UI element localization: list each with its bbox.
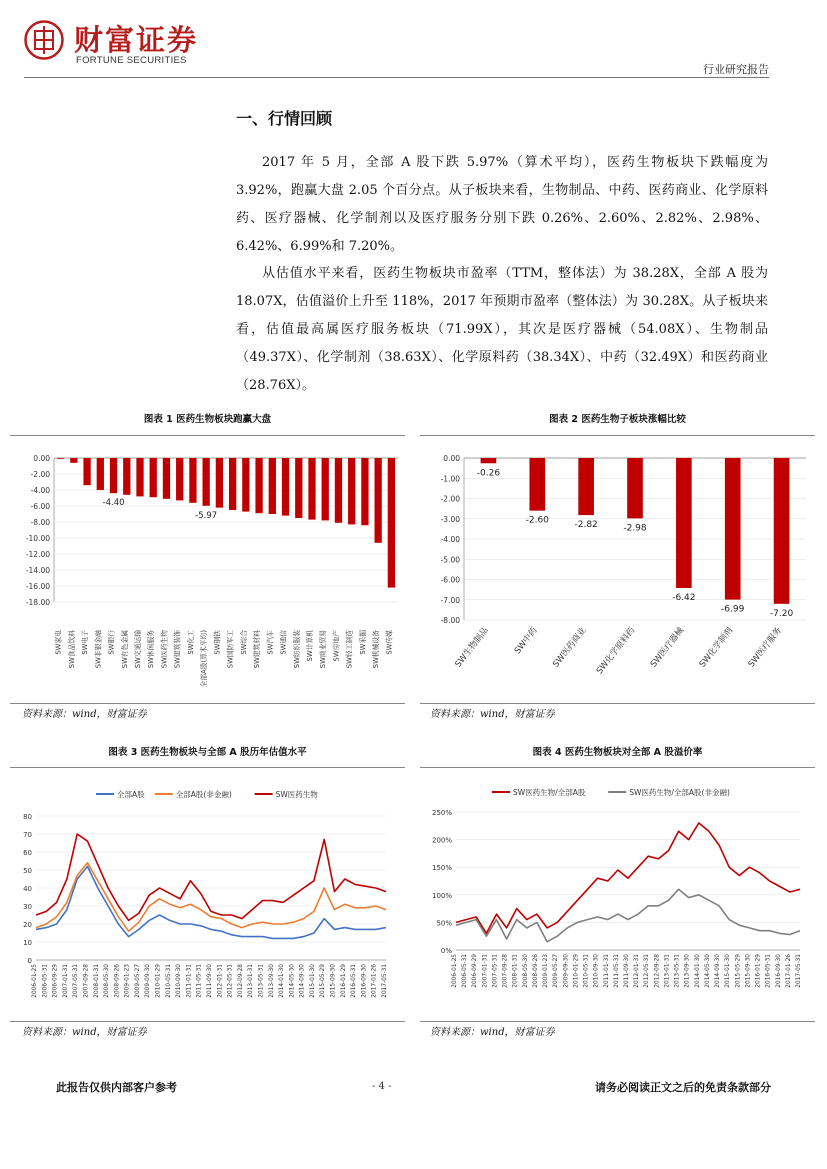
y-tick-label: 150% [431,864,452,873]
figure-4-source: 资料来源：wind，财富证券 [430,1027,555,1038]
x-category-label: SW建筑材料 [253,630,262,669]
x-category-label: SW非银金融 [94,630,103,669]
x-tick-label: 2014-09-30 [715,954,722,988]
x-tick-label: 2013-01-31 [248,964,255,998]
bar [269,458,276,514]
x-tick-label: 2010-09-30 [176,964,183,998]
x-tick-label: 2006-09-29 [472,954,479,988]
y-tick-label: 0.00 [443,454,460,463]
figure-1-top-rule [10,435,405,436]
x-category-label: SW医药商业 [551,625,589,670]
series-line [456,889,800,941]
legend-label: SW医药生物 [275,790,318,799]
x-category-label: SW综合 [239,630,248,655]
legend-label: 全部A股(非金融) [175,790,232,799]
legend-label: SW医药生物/全部A股(非金融) [629,788,730,797]
bar [627,458,643,518]
x-tick-label: 2008-05-30 [522,954,529,988]
x-tick-label: 2011-01-31 [186,964,193,998]
y-tick-label: -5.00 [440,555,460,565]
figure-2-chart [420,438,815,700]
x-tick-label: 2012-05-31 [644,954,651,988]
x-tick-label: 2009-05-27 [134,964,141,998]
bar [97,458,104,490]
x-tick-label: 2012-01-31 [634,954,641,988]
figure-1-bottom-rule [10,703,405,704]
y-tick-label: 0% [440,947,452,955]
data-label: -2.82 [574,520,598,531]
bar [255,458,262,513]
y-tick-label: -8.00 [30,518,50,527]
x-tick-label: 2016-01-29 [340,964,347,998]
bar [176,458,183,500]
data-label: -7.20 [769,608,794,619]
x-tick-label: 2017-05-31 [382,964,388,998]
bar [70,458,77,463]
x-category-label: SW房地产 [332,630,341,662]
brand-name-en: FORTUNE SECURITIES [76,55,187,66]
figure-2-title: 图表 2 医药生物子板块涨幅比较 [549,414,686,425]
x-tick-label: 2012-05-31 [227,964,234,998]
x-category-label: SW商业贸易 [319,630,328,669]
y-tick-label: 20 [23,921,32,929]
figure-1-title: 图表 1 医药生物板块跑赢大盘 [143,414,272,425]
x-tick-label: 2007-05-31 [492,954,499,988]
bar [242,458,249,512]
x-tick-label: 2007-01-31 [62,964,69,998]
bar [361,458,368,525]
x-category-label: SW医疗服务 [746,625,784,670]
x-category-label: SW纺织服装 [292,630,301,669]
x-tick-label: 2015-01-30 [309,964,316,998]
bar [774,458,790,604]
bar [335,458,342,523]
x-tick-label: 2016-01-29 [755,954,762,988]
x-tick-label: 2010-05-31 [165,964,172,998]
x-tick-label: 2015-01-30 [725,954,732,988]
x-category-label: SW国防军工 [226,630,235,669]
y-tick-label: -14.00 [25,566,50,575]
paragraph-market-review: 2017 年 5 月，全部 A 股下跌 5.97%（算术平均），医药生物板块下跌幅度为 3.92%，跑赢大盘 2.05 个百分点。从子板块来看，生物制品、中药、医药商业、化学原料药、医疗器械、化学制剂以及医疗服务分别下跌 0.26%、2.60%、2.82%、2.98%、6.42%、6.99%和 7.20%。 [236,155,768,254]
bar [83,458,90,485]
bar [308,458,315,520]
x-tick-label: 2014-05-30 [704,954,711,988]
x-tick-label: 2010-01-29 [573,954,580,988]
x-tick-label: 2008-05-30 [104,964,111,998]
x-tick-label: 2009-05-27 [553,954,560,988]
report-type: 行业研究报告 [703,63,769,76]
y-tick-label: -18.00 [25,598,50,607]
figure-4-top-rule [420,767,815,768]
data-label: -4.40 [102,498,125,509]
y-tick-label: -7.00 [440,595,460,605]
bar [216,458,223,508]
figure-4-title: 图表 4 医药生物板块对全部 A 股溢价率 [532,747,703,758]
x-tick-label: 2012-01-31 [217,964,224,998]
y-tick-label: -2.00 [30,470,50,479]
y-tick-label: -8.00 [440,616,460,625]
x-category-label: SW传媒 [385,630,394,655]
bar [388,458,395,588]
x-category-label: SW电子 [81,630,90,655]
data-label: -6.42 [672,593,696,604]
figure-1-chart [10,438,405,700]
x-category-label: SW化学制剂 [697,625,736,670]
x-category-label: SW有色金属 [120,630,129,669]
footer-disclaimer-right: 请务必阅读正文之后的免责条款部分 [595,1081,771,1094]
figure-3-chart [10,770,405,1018]
data-label: -6.99 [721,604,745,615]
y-tick-label: -3.00 [440,514,460,524]
x-tick-label: 2010-01-29 [155,964,162,998]
y-tick-label: 250% [431,809,452,817]
x-category-label: SW汽车 [266,630,275,655]
x-tick-label: 2006-01-25 [32,964,38,998]
y-tick-label: 10 [23,939,32,947]
data-label: -2.60 [525,515,549,526]
bar [348,458,355,524]
x-category-label: SW交通运输 [134,630,142,669]
x-tick-label: 2011-05-31 [613,954,620,988]
x-category-label: SW机械设备 [372,630,381,669]
x-tick-label: 2012-09-28 [654,954,661,988]
x-tick-label: 2006-01-25 [452,954,458,988]
bar [375,458,382,543]
data-label: -2.98 [623,523,647,534]
x-tick-label: 2014-01-30 [694,954,701,988]
bar [725,458,741,600]
x-tick-label: 2015-05-29 [320,964,327,998]
bar [322,458,329,520]
y-tick-label: -10.00 [25,534,50,543]
bar [123,458,130,495]
x-category-label: SW通信 [279,630,288,655]
x-category-label: SW生物制品 [453,625,491,670]
bar [481,458,497,463]
x-tick-label: 2011-09-30 [624,954,630,988]
x-tick-label: 2013-09-30 [684,954,691,988]
figure-3-source: 资料来源：wind，财富证券 [22,1027,147,1038]
y-tick-label: 200% [431,836,452,845]
y-tick-label: -2.00 [440,494,460,504]
figure-3-top-rule [10,767,405,768]
bar [110,458,117,493]
x-tick-label: 2007-01-31 [482,954,489,988]
figure-3-bottom-rule [10,1021,405,1022]
x-tick-label: 2011-09-30 [207,964,213,998]
series-line [36,866,386,938]
section-title: 一、行情回顾 [236,109,333,128]
x-category-label: SW医疗器械 [648,625,687,670]
x-tick-label: 2017-01-26 [785,954,792,988]
figure-3-title: 图表 3 医药生物板块与全部 A 股历年估值水平 [108,747,307,758]
x-category-label: SW中药 [512,625,540,657]
bar [529,458,545,511]
x-category-label: SW食品饮料 [67,630,76,669]
data-label: -0.26 [476,468,501,479]
x-tick-label: 2009-09-30 [563,954,570,988]
y-tick-label: -12.00 [25,550,50,559]
x-category-label: SW银行 [107,630,116,655]
x-tick-label: 2009-01-23 [124,964,131,998]
x-tick-label: 2006-05-31 [462,954,469,988]
bar [189,458,196,503]
x-tick-label: 2015-05-29 [735,954,742,988]
x-tick-label: 2017-05-31 [796,954,802,988]
bar [282,458,289,516]
x-category-label: SW医药生物 [160,630,169,669]
x-category-label: SW轻工制造 [345,630,354,669]
y-tick-label: 80 [23,813,32,821]
brand-logo-icon [24,20,64,60]
figure-2-bottom-rule [420,703,815,704]
x-tick-label: 2011-05-31 [196,964,203,998]
bar [136,458,143,496]
x-category-label: SW钢铁 [213,630,222,655]
brand-name-cn: 财富证券 [74,23,199,57]
bar [578,458,594,515]
x-tick-label: 2013-05-31 [258,964,265,998]
y-tick-label: -4.00 [30,486,50,495]
x-tick-label: 2016-05-31 [351,964,358,998]
x-tick-label: 2016-09-30 [361,964,368,998]
x-tick-label: 2007-09-28 [502,954,509,988]
figure-4-chart [420,770,815,1018]
legend-label: SW医药生物/全部A股 [513,788,586,797]
figure-1-source: 资料来源：wind，财富证券 [22,709,147,720]
x-tick-label: 2008-09-26 [532,954,539,988]
data-label: -5.97 [195,510,218,521]
x-category-label: SW休闲服务 [147,630,156,669]
x-tick-label: 2011-01-31 [603,954,610,988]
x-tick-label: 2006-09-29 [52,964,59,998]
y-tick-label: -1.00 [440,474,460,484]
y-tick-label: 50 [23,867,32,875]
x-category-label: SW采掘 [358,630,367,655]
x-tick-label: 2014-05-30 [289,964,296,998]
x-tick-label: 2017-01-26 [371,964,378,998]
x-tick-label: 2007-05-31 [73,964,80,998]
y-tick-label: 30 [23,903,32,911]
y-tick-label: -16.00 [25,582,50,591]
x-category-label: SW计算机 [306,630,314,662]
figure-2-top-rule [420,435,815,436]
x-tick-label: 2013-01-31 [664,954,671,988]
x-tick-label: 2016-05-31 [765,954,772,988]
bar [229,458,236,510]
x-tick-label: 2007-09-28 [83,964,90,998]
x-tick-label: 2010-09-30 [593,954,600,988]
bar [150,458,157,497]
y-tick-label: 100% [431,891,452,900]
y-tick-label: 0 [27,957,32,965]
y-tick-label: -6.00 [440,575,460,585]
x-category-label: SW家电 [54,630,63,655]
x-tick-label: 2009-01-23 [543,954,550,988]
x-tick-label: 2014-09-30 [299,964,306,998]
x-tick-label: 2013-09-30 [268,964,275,998]
figure-4-bottom-rule [420,1021,815,1022]
y-tick-label: 40 [23,885,32,893]
footer-disclaimer-left: 此报告仅供内部客户参考 [56,1081,177,1094]
paragraph-valuation: 从估值水平来看，医药生物板块市盈率（TTM，整体法）为 38.28X，全部 A 股为 18.07X，估值溢价上升至 118%，2017 年预期市盈率（整体法）为 30.28X。从子板块来看，估值最高属医疗服务板块（71.99X），其次是医疗器械（54.08X）、生物制品（49.37X）、化学制剂（38.63X）、化学原料药（38.34X）、中药（32.49X）和医药商业（28.76X）。 [236,266,768,393]
x-tick-label: 2008-09-26 [114,964,121,998]
x-tick-label: 2010-05-31 [583,954,590,988]
figure-2-source: 资料来源：wind，财富证券 [430,709,555,720]
series-line [36,863,386,931]
y-tick-label: 0.00 [33,454,50,463]
x-tick-label: 2013-05-31 [674,954,681,988]
legend-label: 全部A股 [117,790,145,799]
header-divider [24,77,769,78]
x-category-label: SW化学原料药 [594,625,638,677]
y-tick-label: 50% [436,919,452,928]
y-tick-label: 70 [23,831,32,839]
x-category-label: SW化工 [186,630,195,655]
x-category-label: 全部A股(算术平均) [200,630,209,688]
x-tick-label: 2016-09-30 [775,954,782,988]
bar [57,458,64,459]
x-tick-label: 2009-09-30 [145,964,152,998]
x-tick-label: 2012-09-28 [237,964,244,998]
x-tick-label: 2015-09-30 [330,964,337,998]
x-tick-label: 2015-09-30 [745,954,752,988]
bar [295,458,302,518]
x-tick-label: 2006-05-31 [42,964,49,998]
y-tick-label: 60 [23,849,32,857]
page-number: - 4 - [372,1081,392,1092]
bar [676,458,692,588]
bar [203,458,210,506]
x-tick-label: 2008-01-31 [512,954,519,988]
x-category-label: SW建筑装饰 [173,630,182,669]
x-tick-label: 2014-01-30 [279,964,286,998]
x-tick-label: 2008-01-31 [93,964,100,998]
y-tick-label: -6.00 [30,502,50,511]
y-tick-label: -4.00 [440,535,460,544]
bar [163,458,170,499]
